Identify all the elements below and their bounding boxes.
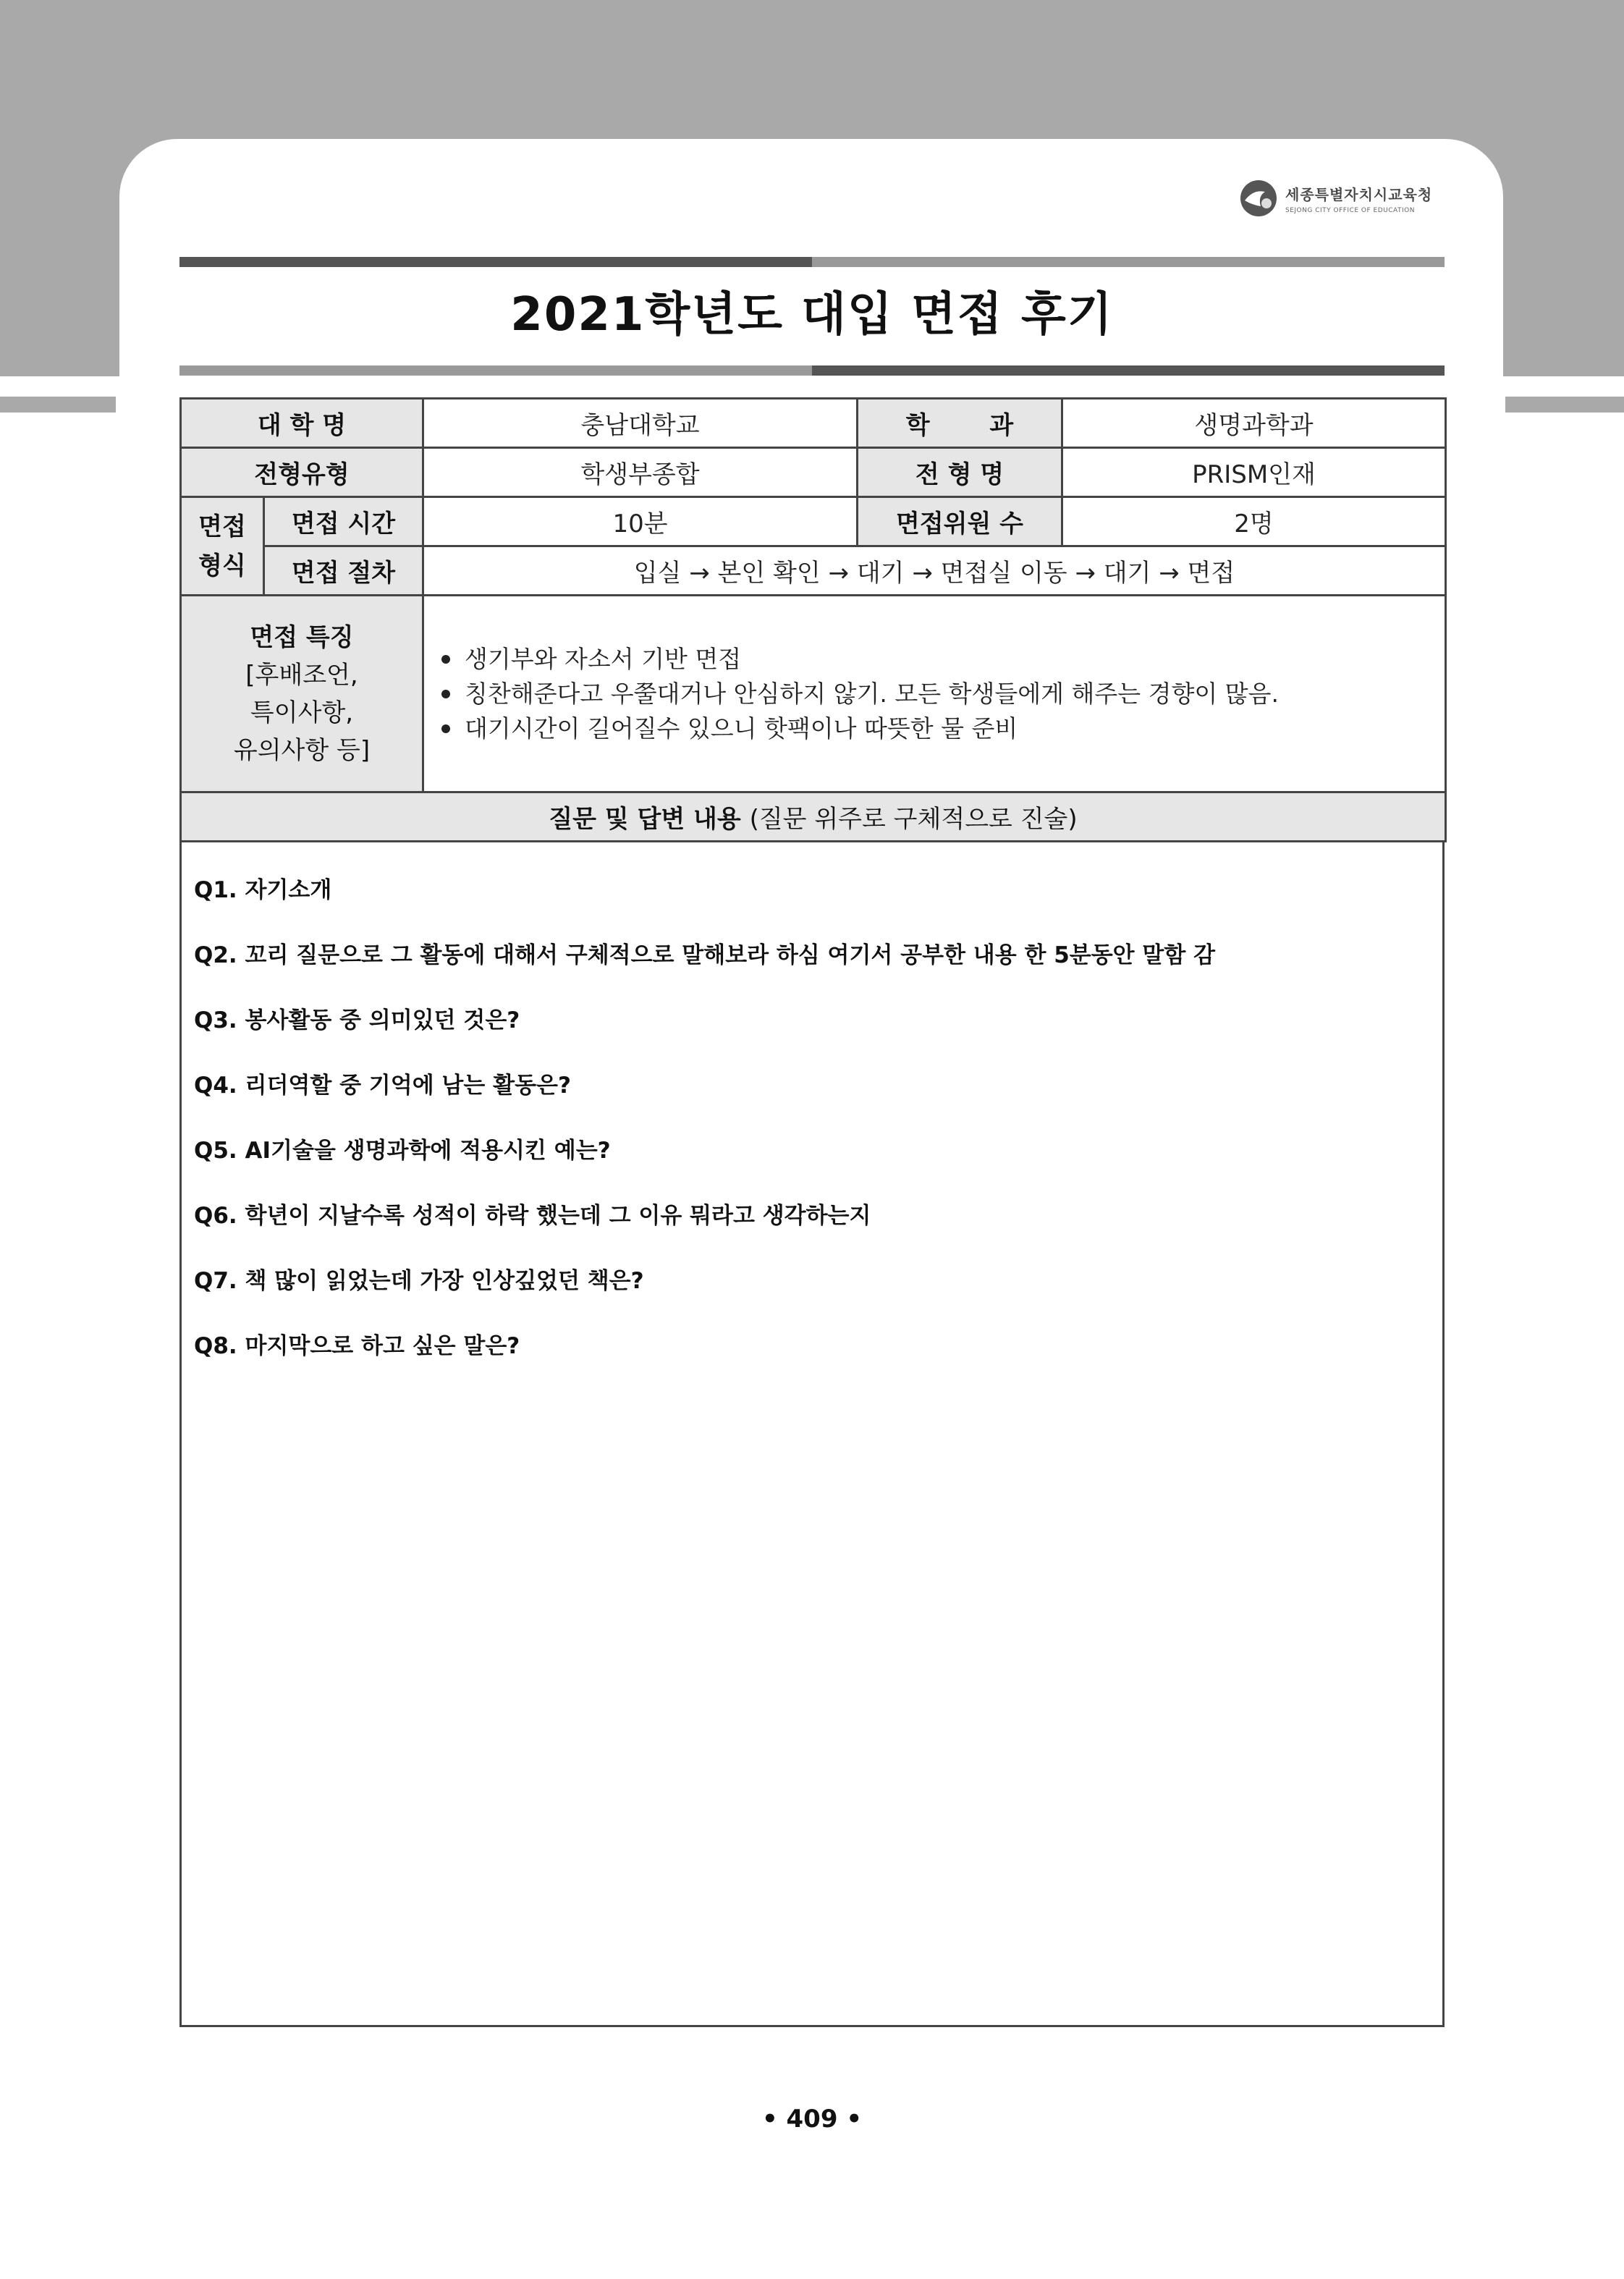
features-list (424, 642, 1445, 746)
list-item: 대기시간이 길어질수 있으니 핫팩이나 따뜻한 물 준비 (439, 711, 1445, 746)
logo-emblem-icon (1239, 179, 1278, 218)
admission-type-label: 전형유형 (181, 448, 423, 497)
list-item: Q4. 리더역할 중 기억에 남는 활동은? (194, 1073, 571, 1099)
list-item: Q2. 꼬리 질문으로 그 활동에 대해서 구체적으로 말해보라 하심 여기서 공부한 내용 한 5분동안 말함 감 (194, 942, 1216, 968)
qa-section-header (181, 792, 1446, 842)
interviewers-label: 면접위원 수 (858, 497, 1062, 546)
university-value: 충남대학교 (423, 399, 858, 448)
interview-format-label (181, 497, 264, 596)
admission-type-value: 학생부종합 (423, 448, 858, 497)
logo-text-korean: 세종특별자치시교육청 (1285, 185, 1433, 203)
page-title: 2021학년도 대입 면접 후기 (510, 288, 1114, 342)
page-number: • 409 • (761, 2105, 863, 2134)
features-label (181, 596, 423, 792)
list-item: Q7. 책 많이 읽었는데 가장 인상깊었던 책은? (194, 1268, 644, 1294)
features-label-line: [후배조언, (245, 660, 358, 690)
interview-time-label: 면접 시간 (264, 497, 423, 546)
list-item: Q6. 학년이 지날수록 성적이 하락 했는데 그 이유 뭐라고 생각하는지 (194, 1203, 871, 1229)
interview-time-value: 10분 (423, 497, 858, 546)
table-row (181, 546, 1446, 596)
interview-info-table (179, 397, 1447, 842)
list-item: Q5. AI기술을 생명과학에 적용시킨 예는? (194, 1138, 611, 1164)
table-row (181, 399, 1446, 448)
title-rule-top (179, 257, 1445, 267)
table-row (181, 792, 1446, 842)
admission-name-label: 전 형 명 (858, 448, 1062, 497)
features-label-line: 유의사항 등] (233, 735, 371, 765)
question-list (194, 868, 1215, 1390)
office-of-education-logo (1239, 178, 1456, 219)
features-value (423, 596, 1446, 792)
title-rule-bottom (179, 365, 1445, 376)
department-label: 학 과 (858, 399, 1062, 448)
list-item: Q3. 봉사활동 중 의미있던 것은? (194, 1007, 520, 1033)
procedure-label: 면접 절차 (264, 546, 423, 596)
procedure-value: 입실 → 본인 확인 → 대기 → 면접실 이동 → 대기 → 면접 (423, 546, 1446, 596)
list-item: 칭찬해준다고 우쭐대거나 안심하지 않기. 모든 학생들에게 해주는 경향이 많음. (439, 677, 1445, 711)
features-label-line: 특이사항, (250, 698, 354, 727)
features-label-title: 면접 특징 (250, 622, 354, 652)
table-row (181, 497, 1446, 546)
decorative-band-left (0, 397, 116, 413)
logo-text-english: SEJONG CITY OFFICE OF EDUCATION (1285, 206, 1415, 214)
qa-header-title: 질문 및 답변 내용 (549, 805, 741, 834)
admission-name-value: PRISM인재 (1062, 448, 1446, 497)
interview-format-text: 면접 형식 (198, 512, 246, 580)
list-item: Q8. 마지막으로 하고 싶은 말은? (194, 1333, 520, 1359)
interviewers-value: 2명 (1062, 497, 1446, 546)
list-item: Q1. 자기소개 (194, 877, 332, 903)
table-row (181, 448, 1446, 497)
university-label: 대 학 명 (181, 399, 423, 448)
list-item: 생기부와 자소서 기반 면접 (439, 642, 1445, 677)
table-row (181, 596, 1446, 792)
decorative-band-right (1505, 397, 1624, 413)
department-value: 생명과학과 (1062, 399, 1446, 448)
qa-header-note: (질문 위주로 구체적으로 진술) (749, 805, 1078, 834)
